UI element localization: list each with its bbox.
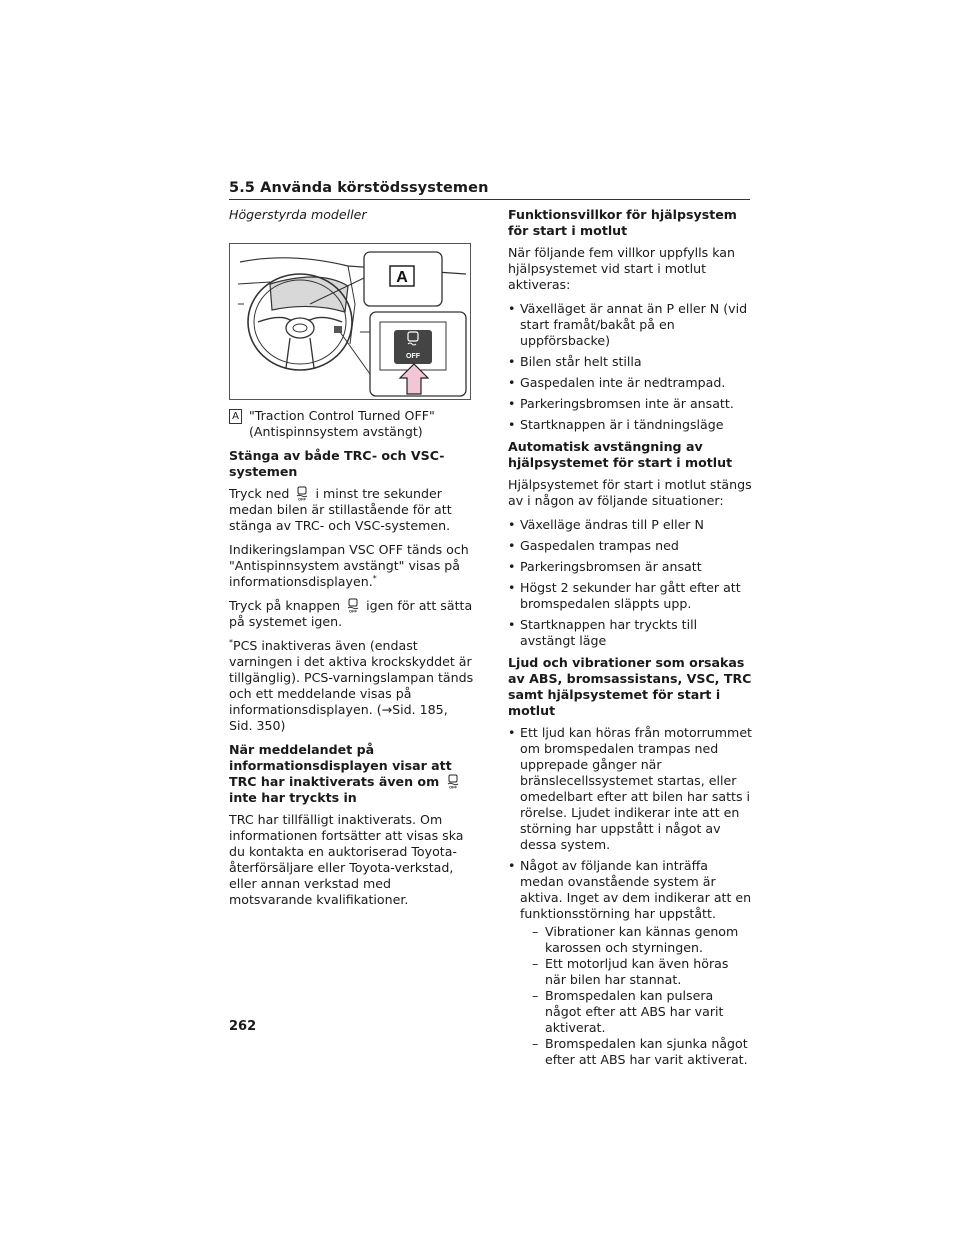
- heading-turn-off-trc-vsc: Stänga av både TRC- och VSC-systemen: [229, 448, 445, 479]
- vsc-off-icon: [447, 774, 459, 789]
- dash-item: – Vibrationer kan kännas genom karossen och styrningen.: [520, 924, 753, 956]
- legend-text: "Traction Control Turned OFF" (Antispinnsystem avstängt): [249, 408, 435, 439]
- list-item: • Gaspedalen inte är nedtrampad.: [508, 375, 753, 391]
- dash-item: – Bromspedalen kan pulsera något efter att ABS har varit aktiverat.: [520, 988, 753, 1036]
- list-item: • Växelläget är annat än P eller N (vid start framåt/bakåt på en uppförsbacke): [508, 301, 753, 349]
- figure-subtitle: Högerstyrda modeller: [229, 207, 367, 222]
- dash-item: – Bromspedalen kan sjunka något efter att ABS har varit aktiverat.: [520, 1036, 753, 1068]
- svg-text:OFF: OFF: [349, 608, 358, 613]
- svg-text:OFF: OFF: [448, 784, 457, 789]
- paragraph-five-conditions: När följande fem villkor uppfylls kan hjälpsystemet vid start i motlut aktiveras:: [508, 245, 736, 292]
- list-item: • Parkeringsbromsen inte är ansatt.: [508, 396, 753, 412]
- heading-auto-shutoff: Automatisk avstängning av hjälpsystemet för start i motlut: [508, 439, 733, 470]
- svg-text:OFF: OFF: [298, 496, 307, 501]
- page-number: 262: [229, 1019, 257, 1034]
- list-item: • Bilen står helt stilla: [508, 354, 753, 370]
- heading-sounds-vibrations: Ljud och vibrationer som orsakas av ABS, bromsassistans, VSC, TRC samt hjälpsystemet för start i motlut: [508, 655, 752, 718]
- section-title: 5.5 Använda körstödssystemen: [229, 180, 489, 196]
- list-item: • Högst 2 sekunder har gått efter att bromspedalen släppts upp.: [508, 580, 753, 612]
- list-item: • Växelläge ändras till P eller N: [508, 517, 753, 533]
- dash-list: [520, 924, 753, 1068]
- list-item: • Startknappen har tryckts till avstängt läge: [508, 617, 753, 649]
- shutoff-list: [508, 517, 753, 649]
- dashboard-figure: [229, 243, 471, 400]
- list-item: • Något av följande kan inträffa medan ovanstående system är aktiva. Inget av dem indikerar att en funktionsstörning har uppstått. – Vibrationer kan kännas genom karossen och styrningen. – Ett motorljud kan även höras när bilen har stannat. – Bromspedalen kan pulsera något efter att ABS har varit aktiverat. – Bromspedalen kan sjunka något efter att ABS har varit aktiverat.: [508, 858, 753, 1068]
- list-item: • Startknappen är i tändningsläge: [508, 417, 753, 433]
- heading-hill-start-conditions: Funktionsvillkor för hjälpsystem för start i motlut: [508, 207, 737, 238]
- sounds-list: [508, 725, 753, 1068]
- legend-badge: A: [229, 409, 242, 424]
- section-divider: [229, 199, 750, 200]
- left-column: [229, 207, 474, 916]
- list-item: • Ett ljud kan höras från motorrummet om bromspedalen trampas ned upprepade gånger när bränslecellssystemet startas, eller omedelbart efter att bilen har satts i rörelse. Ljudet indikerar inte att en störning har uppstått i något av dessa system.: [508, 725, 753, 853]
- svg-text:OFF: OFF: [406, 353, 420, 360]
- list-item: • Gaspedalen trampas ned: [508, 538, 753, 554]
- heading-trc-message: När meddelandet på informationsdisplayen visar att TRC har inaktiverats även om OFF inte har tryckts in: [229, 742, 457, 805]
- dashboard-illustration: [230, 244, 470, 399]
- dash-item: – Ett motorljud kan även höras när bilen har stannat.: [520, 956, 753, 988]
- conditions-list: [508, 301, 753, 433]
- paragraph-press-again: Tryck på knappen OFF igen för att sätta på systemet igen.: [229, 598, 473, 629]
- figure-legend: [229, 408, 474, 440]
- vsc-off-icon: [347, 598, 359, 613]
- paragraph-press-button: Tryck ned OFF i minst tre sekunder medan bilen är stillastående för att stänga av TRC- och VSC-systemen.: [229, 486, 452, 533]
- callout-letter: A: [396, 269, 408, 286]
- list-item: • Parkeringsbromsen är ansatt: [508, 559, 753, 575]
- paragraph-trc-disabled: TRC har tillfälligt inaktiverats. Om informationen fortsätter att visas ska du kontakta en auktoriserad Toyota-återförsäljare eller Toyota-verkstad, eller annan verkstad med motsvarande kvalifikationer.: [229, 812, 464, 907]
- vsc-off-icon: [296, 486, 308, 501]
- paragraph-shutoff-situations: Hjälpsystemet för start i motlut stängs av i någon av följande situationer:: [508, 477, 752, 508]
- footnote-pcs: *PCS inaktiveras även (endast varningen i det aktiva krockskyddet är tillgänglig). PCS-varningslampan tänds och ett meddelande visas på informationsdisplayen. (→Sid. 185, Sid. 350): [229, 637, 474, 733]
- right-column: [508, 207, 753, 1074]
- paragraph-indicator: Indikeringslampan VSC OFF tänds och "Antispinnsystem avstängt" visas på informationsdisplayen.*: [229, 542, 469, 589]
